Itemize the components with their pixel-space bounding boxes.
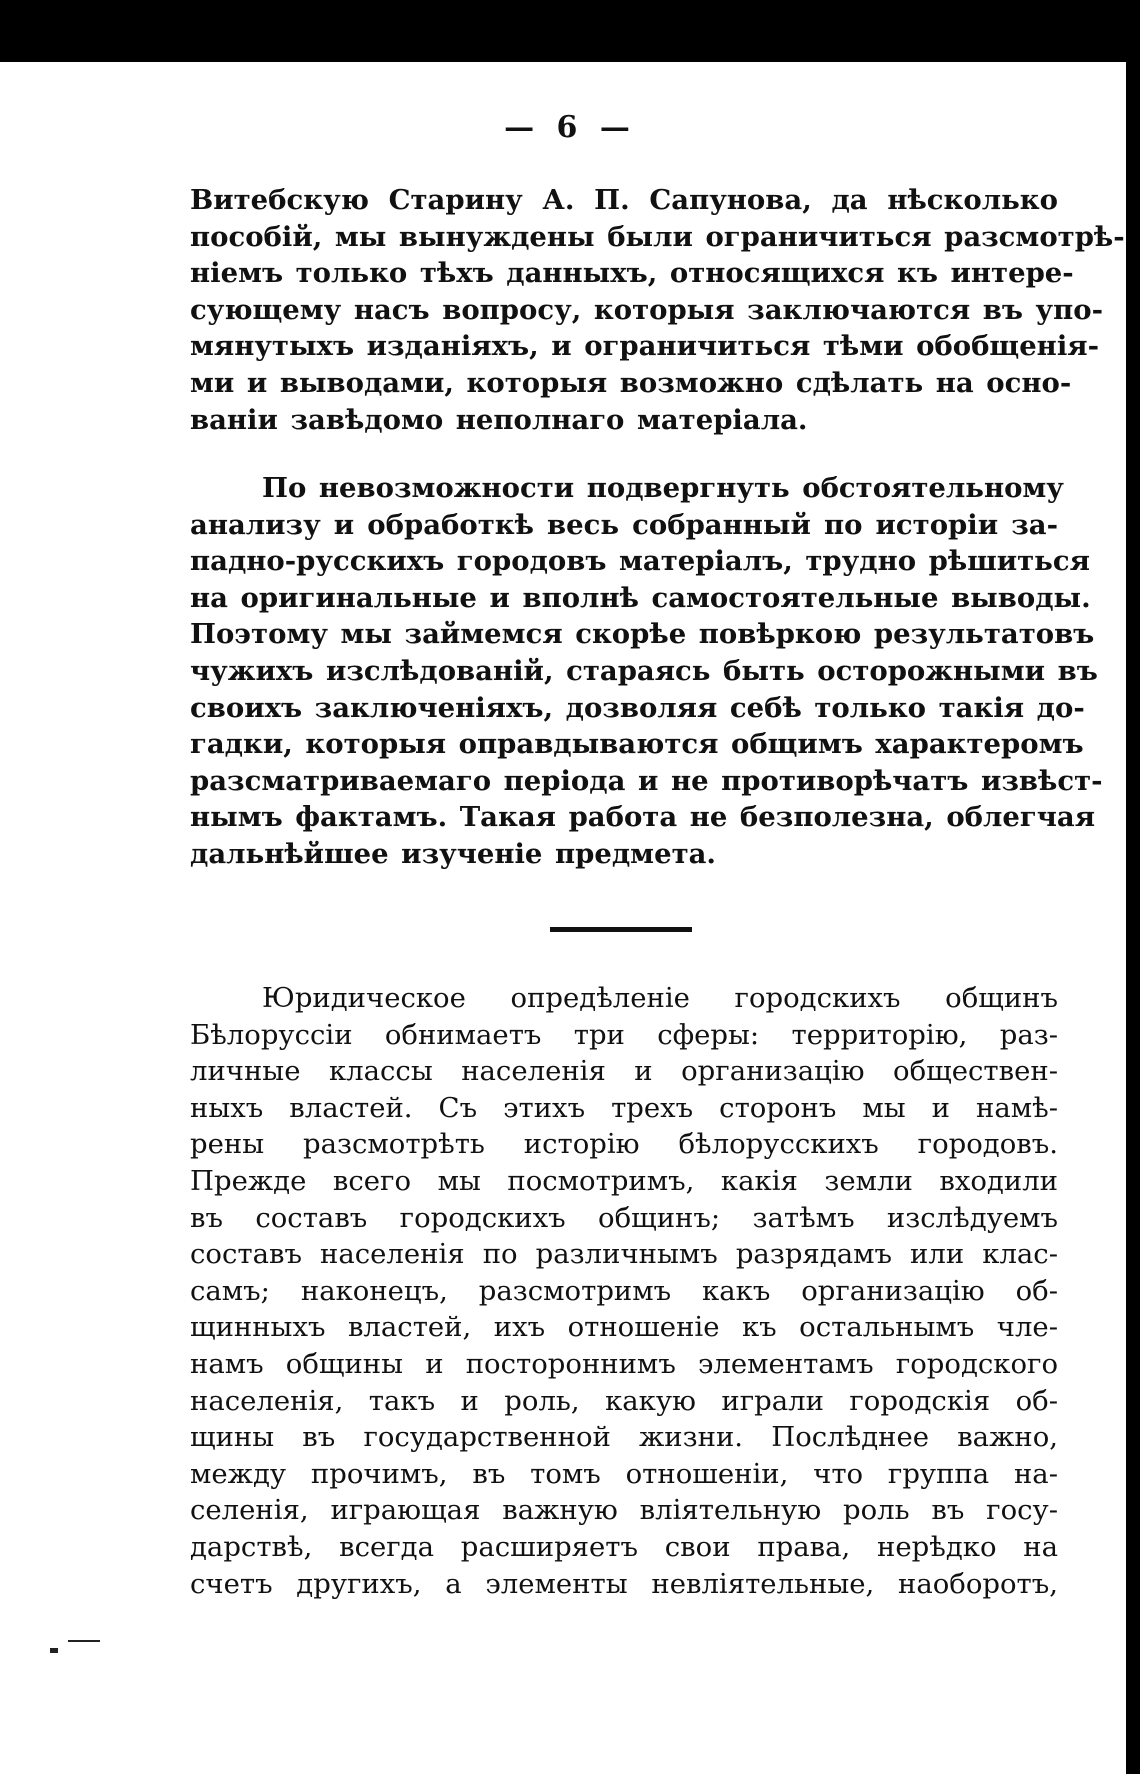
text-line: населенія, такъ и роль, какую играли городскія об- <box>190 1384 1058 1417</box>
text-line: разсматриваемаго періода и не противорѣчатъ извѣст- <box>190 764 1103 797</box>
text-line: щины въ государственной жизни. Послѣднее важно, <box>190 1421 1058 1454</box>
text-line: сующему насъ вопросу, которыя заключаются въ упо- <box>190 293 1104 326</box>
scan-top-border <box>0 0 1140 62</box>
text-line: на оригинальные и вполнѣ самостоятельные выводы. <box>190 581 1091 614</box>
text-line: чужихъ изслѣдованій, стараясь быть осторожными въ <box>190 654 1098 687</box>
text-line: нымъ фактамъ. Такая работа не безполезна, облегчая <box>190 801 1096 834</box>
text-line: падно-русскихъ городовъ матеріалъ, трудно рѣшиться <box>190 545 1090 578</box>
text-line: ваніи завѣдомо неполнаго матеріала. <box>190 403 808 436</box>
text-line: По невозможности подвергнуть обстоятельному <box>262 472 1064 504</box>
text-line: рены разсмотрѣть исторію бѣлорусскихъ городовъ. <box>190 1128 1058 1161</box>
text-line: счетъ другихъ, а элементы невліятельные, наоборотъ, <box>190 1567 1058 1600</box>
text-line: Прежде всего мы посмотримъ, какія земли входили <box>190 1164 1058 1197</box>
scan-right-border <box>1126 40 1140 1774</box>
text-line: въ составъ городскихъ общинъ; затѣмъ изслѣдуемъ <box>190 1201 1058 1234</box>
text-line: пособій, мы вынуждены были ограничиться разсмотрѣ- <box>190 220 1125 253</box>
paragraph-1 <box>190 182 1125 438</box>
text-line: ми и выводами, которыя возможно сдѣлать на осно- <box>190 366 1072 399</box>
text-line: анализу и обработкѣ весь собранный по исторіи за- <box>190 508 1058 541</box>
text-line: мянутыхъ изданіяхъ, и ограничиться тѣми обобщенія- <box>190 330 1099 363</box>
text-line: дарствѣ, всегда расширяетъ свои права, нерѣдко на <box>190 1530 1058 1563</box>
text-line: намъ общины и постороннимъ элементамъ городского <box>190 1347 1058 1380</box>
page-number: — 6 — <box>504 110 636 145</box>
text-line: личные классы населенія и организацію обществен- <box>190 1055 1058 1088</box>
text-line: своихъ заключеніяхъ, дозволяя себѣ только такія до- <box>190 691 1085 724</box>
text-line: между прочимъ, въ томъ отношеніи, что группа на- <box>190 1457 1058 1490</box>
paragraph-2 <box>190 470 1103 873</box>
text-line: Юридическое опредѣленіе городскихъ общинъ <box>262 982 1058 1014</box>
paragraph-3 <box>190 980 1058 1602</box>
text-line: щинныхъ властей, ихъ отношеніе къ остальнымъ чле- <box>190 1311 1058 1344</box>
text-line: дальнѣйшее изученіе предмета. <box>190 837 717 870</box>
text-line: самъ; наконецъ, разсмотримъ какъ организацію об- <box>190 1274 1058 1307</box>
text-line: ніемъ только тѣхъ данныхъ, относящихся къ интере- <box>190 257 1074 290</box>
text-line: Витебскую Старину А. П. Сапунова, да нѣсколько <box>190 184 1058 216</box>
text-line: ныхъ властей. Съ этихъ трехъ сторонъ мы и намѣ- <box>190 1091 1058 1124</box>
text-line: селенія, играющая важную вліятельную роль въ госу- <box>190 1494 1058 1527</box>
text-line: Бѣлоруссіи обнимаетъ три сферы: территорію, раз- <box>190 1018 1058 1051</box>
margin-dot <box>50 1648 58 1653</box>
text-line: Поэтому мы займемся скорѣе повѣркою результатовъ <box>190 618 1095 651</box>
text-line: составъ населенія по различнымъ разрядамъ или клас- <box>190 1238 1058 1271</box>
section-divider <box>550 927 692 932</box>
margin-mark <box>68 1640 100 1642</box>
text-line: гадки, которыя оправдываются общимъ характеромъ <box>190 728 1084 761</box>
